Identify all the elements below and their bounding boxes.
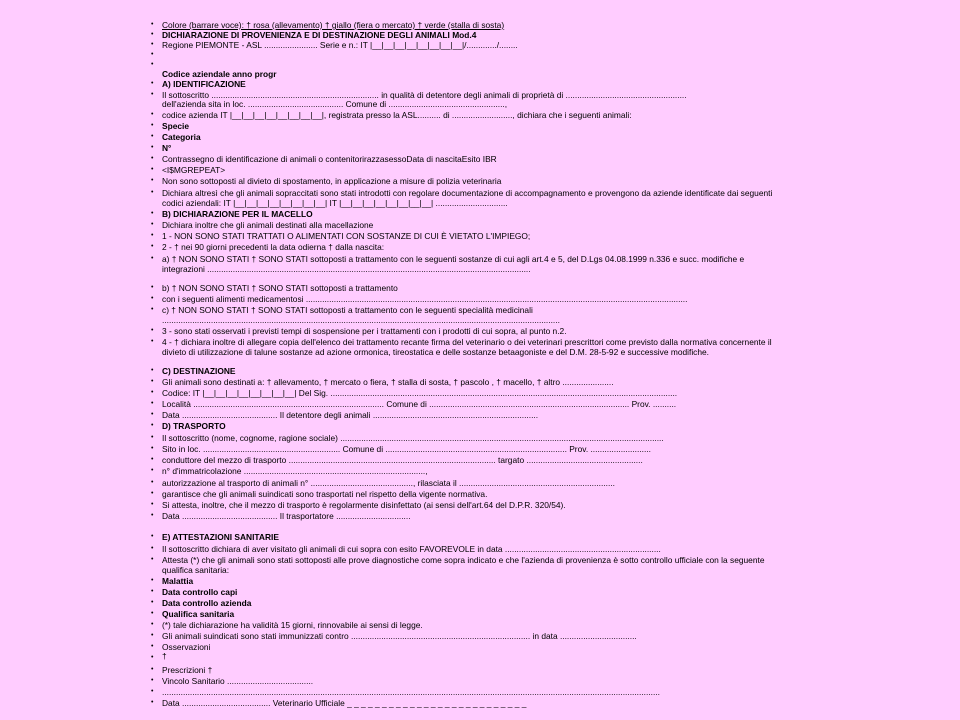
document-title: DICHIARAZIONE DI PROVENIENZA E DI DESTINAZIONE DEGLI ANIMALI Mod.4 xyxy=(162,30,477,40)
diagnostic-attestation: Attesta (*) che gli animali sono stati sottoposti alle prove diagnostiche come sopra indicato e che l'azienda di provenienza è sotto controllo ufficiale con la seguente qualifica sanitaria: xyxy=(162,555,765,575)
number-label: N° xyxy=(162,143,172,153)
point-1-line: 1 - NON SONO STATI TRATTATI O ALIMENTATI CON SOSTANZE DI CUI È VIETATO L'IMPIEGO; xyxy=(162,231,531,241)
destination-options-line: Gli animali sono destinati a: † allevamento, † mercato o fiera, † stalla di sosta, † pascolo , † macello, † altro ...................... xyxy=(162,377,614,387)
bullet: • xyxy=(151,189,154,196)
bullet: • xyxy=(151,556,154,563)
validity-note-line: (*) tale dichiarazione ha validità 15 giorni, rinnovabile ai sensi di legge. xyxy=(162,620,423,630)
bullet: • xyxy=(151,111,154,118)
point-2c-line: c) † NON SONO STATI † SONO STATI sottoposti a trattamento con le seguenti specialità medicinali ........................................................................................................................................................................... xyxy=(162,305,560,325)
bullet: • xyxy=(151,41,154,48)
bullet: • xyxy=(151,632,154,639)
visit-date-line: Il sottoscritto dichiara di aver visitato gli animali di cui sopra con esito FAVOREVOLE in data ................................................................... xyxy=(162,544,661,554)
bullet: • xyxy=(151,133,154,140)
bullet: • xyxy=(151,21,154,28)
bullet: • xyxy=(151,61,154,68)
destination-code-line: Codice: IT |__|__|__|__|__|__|__|__| Del Sig. ..................................................................................................................................................... xyxy=(162,388,678,398)
sanitary-constraint-line: Vincolo Sanitario ..................................... xyxy=(162,676,314,686)
bullet: • xyxy=(151,599,154,606)
registration-number-line: n° d'immatricolazione .............................................................................., xyxy=(162,466,428,476)
point-2b-line: b) † NON SONO STATI † SONO STATI sottoposti a trattamento xyxy=(162,283,398,293)
bullet: • xyxy=(151,677,154,684)
observations-label: Osservazioni xyxy=(162,642,211,652)
movement-ban-line: Non sono sottoposti al divieto di spostamento, in applicazione a misure di polizia veterinaria xyxy=(162,176,502,186)
disinfection-line: Si attesta, inoltre, che il mezzo di trasporto è regolarmente disinfettato (ai sensi dell'art.64 del D.P.R. 320/54). xyxy=(162,500,566,510)
farm-check-date-label: Data controllo azienda xyxy=(162,598,252,608)
head-check-date-label: Data controllo capi xyxy=(162,587,238,597)
section-b-heading: B) DICHIARAZIONE PER IL MACELLO xyxy=(162,209,313,219)
section-d-heading: D) TRASPORTO xyxy=(162,421,226,431)
bullet: • xyxy=(151,688,154,695)
identification-columns-line: Contrassegno di identificazione di animali o contenitorirazzasessoData di nascitaEsito IBR xyxy=(162,154,497,164)
point-2a-line: a) † NON SONO STATI † SONO STATI sottoposti a trattamento con le seguenti sostanze di cui agli art.4 e 5, del D.Lgs 04.08.1999 n.336 e succ. modifiche e integrazioni ........................................................................................................................................... xyxy=(162,254,745,274)
bullet: • xyxy=(151,306,154,313)
region-asl-line: Regione PIEMONTE - ASL ....................... Serie e n.: IT |__|__|__|__|__|__|__|__|/............./........ xyxy=(162,40,518,50)
bullet: • xyxy=(151,378,154,385)
bullet: • xyxy=(151,51,154,58)
bullet: • xyxy=(151,255,154,262)
transport-authorization-line: autorizzazione al trasporto di animali n° ............................................, rilasciata il ................................................................... xyxy=(162,478,615,488)
bullet: • xyxy=(151,221,154,228)
bullet: • xyxy=(151,91,154,98)
holder-signature-line: Data ......................................... Il detentore degli animali ....................................................................... xyxy=(162,410,539,420)
bullet: • xyxy=(151,411,154,418)
bullet: • xyxy=(151,389,154,396)
destination-location-line: Località .................................................................................. Comune di ...................................................................................... Prov. .......... xyxy=(162,399,677,409)
bullet: • xyxy=(151,456,154,463)
disease-label: Malattia xyxy=(162,576,194,586)
transporter-signature-line: Data ......................................... Il trasportatore ................................ xyxy=(162,511,411,521)
undersigned-line: Il sottoscritto ........................................................................ in qualità di detentore degli animali di proprietà di .................................................... xyxy=(162,90,687,100)
bullet: • xyxy=(151,577,154,584)
vehicle-driver-line: conduttore del mezzo di trasporto ......................................................................................... targato .................................................. xyxy=(162,455,643,465)
section-e-heading: E) ATTESTAZIONI SANITARIE xyxy=(162,532,279,542)
bullet: • xyxy=(151,327,154,334)
bullet: • xyxy=(151,284,154,291)
bullet: • xyxy=(151,533,154,540)
point-3-line: 3 - sono stati osservati i previsti tempi di sospensione per i trattamenti con i prodotti di cui sopra, al punto n.2. xyxy=(162,326,567,336)
bullet: • xyxy=(151,80,154,87)
bullet: • xyxy=(151,422,154,429)
farm-location-line: dell'azienda sita in loc. ......................................... Comune di .................................................., xyxy=(162,99,508,109)
origin-declaration: Dichiara altresì che gli animali sopraccitati sono stati introdotti con regolare documentazione di accompagnamento e provengono da aziende identificate dai seguenti codici aziendali: IT |__|__|__|__|__|__|__|__| IT |__|__|__|__|__|__|__|__| ............................... xyxy=(162,188,773,208)
bullet: • xyxy=(151,588,154,595)
vet-signature-line: Data ...................................... Veterinario Ufficiale _ _ _ _ _ _ _ _ _ _ _ _ _ _ _ _ _ _ _ _ _ _ _ _ _ _ xyxy=(162,698,527,708)
bullet: • xyxy=(151,434,154,441)
bullet: • xyxy=(151,501,154,508)
farm-code-line: codice azienda IT |__|__|__|__|__|__|__|__|, registrata presso la ASL.......... di .........................., dichiara che i seguenti animali: xyxy=(162,110,632,120)
transporter-name-line: Il sottoscritto (nome, cognome, ragione sociale) ........................................................................................................................................... xyxy=(162,433,664,443)
immunization-line: Gli animali suindicati sono stati immunizzati contro ............................................................................. in data ................................. xyxy=(162,631,637,641)
bullet: • xyxy=(151,210,154,217)
bullet: • xyxy=(151,699,154,706)
bullet: • xyxy=(151,122,154,129)
bullet: • xyxy=(151,155,154,162)
health-status-label: Qualifica sanitaria xyxy=(162,609,235,619)
bullet: • xyxy=(151,338,154,345)
bullet: • xyxy=(151,31,154,38)
bullet: • xyxy=(151,479,154,486)
bullet: • xyxy=(151,177,154,184)
point-4-line: 4 - † dichiara inoltre di allegare copia dell'elenco dei trattamento recante firma del veterinario o dei veterinari prescrittori come previsto dalla normativa concernente il divieto di utilizzazione di talune sostanze ad azione ormonica, tireostatica e delle sostanze betaagoniste e del D.M. 28-5-92 e successive modifiche. xyxy=(162,337,772,357)
dotted-line: ...................................................................................................................................................................................................................... xyxy=(162,687,660,697)
bullet: • xyxy=(151,654,154,661)
bullet: • xyxy=(151,232,154,239)
bullet: • xyxy=(151,621,154,628)
bullet: • xyxy=(151,445,154,452)
bullet: • xyxy=(151,666,154,673)
section-c-heading: C) DESTINAZIONE xyxy=(162,366,236,376)
bullet: • xyxy=(151,243,154,250)
prescriptions-line: Prescrizioni † xyxy=(162,665,213,675)
repeat-placeholder: <I$MGREPEAT> xyxy=(162,165,226,175)
point-2-line: 2 - † nei 90 giorni precedenti la data odierna † dalla nascita: xyxy=(162,242,385,252)
color-selection-line: Colore (barrare voce): † rosa (allevamento) † giallo (fiera o mercato) † verde (stalla di sosta) xyxy=(162,20,505,30)
bullet: • xyxy=(151,545,154,552)
bullet: • xyxy=(151,610,154,617)
observations-checkbox-line: † xyxy=(162,651,167,661)
medicated-feed-line: con i seguenti alimenti medicamentosi .................................................................................................................................................................... xyxy=(162,294,688,304)
bullet: • xyxy=(151,295,154,302)
bullet: • xyxy=(151,490,154,497)
bullet: • xyxy=(151,467,154,474)
species-label: Specie xyxy=(162,121,190,131)
bullet: • xyxy=(151,367,154,374)
slaughter-intro-line: Dichiara inoltre che gli animali destinati alla macellazione xyxy=(162,220,374,230)
transporter-location-line: Sito in loc. ........................................................... Comune di .............................................................................. Prov. .......................... xyxy=(162,444,651,454)
category-label: Categoria xyxy=(162,132,201,142)
section-a-heading: A) IDENTIFICAZIONE xyxy=(162,79,246,89)
bullet: • xyxy=(151,144,154,151)
code-header-line: Codice aziendale anno progr xyxy=(162,69,277,79)
bullet: • xyxy=(151,643,154,650)
bullet: • xyxy=(151,166,154,173)
bullet: • xyxy=(151,400,154,407)
compliance-line: garantisce che gli animali suindicati sono trasportati nel rispetto della vigente normativa. xyxy=(162,489,488,499)
bullet: • xyxy=(151,512,154,519)
